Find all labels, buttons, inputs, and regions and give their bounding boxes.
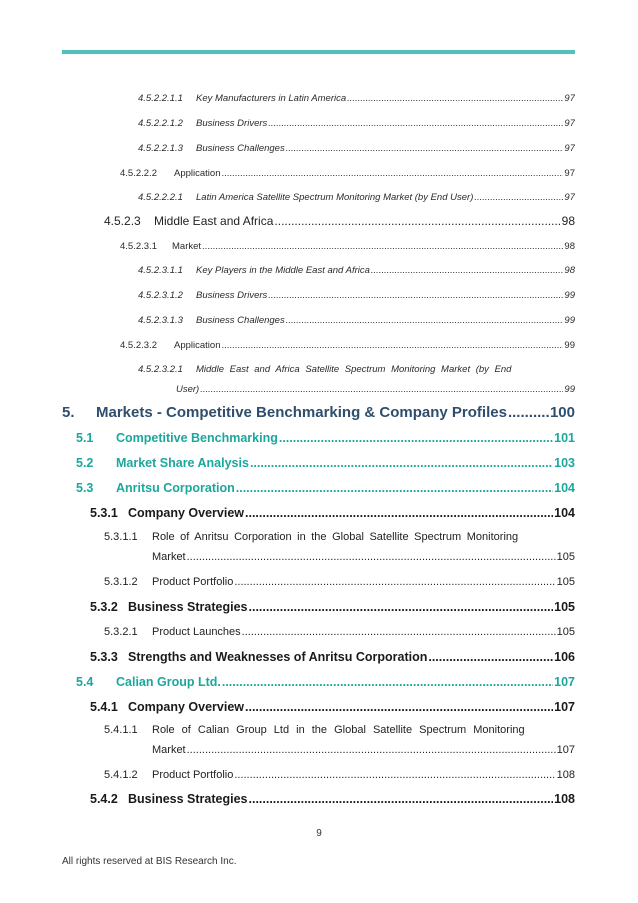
toc-leader [187, 551, 556, 563]
toc-title: Key Players in the Middle East and Africa [196, 265, 370, 276]
toc-number: 4.5.2.2.1.1 [138, 93, 183, 104]
toc-entry-line1[interactable] [104, 724, 525, 736]
toc-title: Company Overview [128, 700, 245, 714]
toc-page: 99 [564, 290, 575, 301]
toc-page: 99 [564, 315, 575, 326]
toc-entry[interactable] [152, 744, 575, 756]
header-accent-bar [62, 50, 575, 54]
toc-page: 107 [556, 744, 575, 756]
toc-entry-line1[interactable] [104, 531, 518, 543]
toc-entry[interactable] [152, 551, 575, 563]
toc-number: 4.5.2.2.1.3 [138, 143, 183, 154]
toc-entry[interactable] [138, 265, 575, 276]
toc-page: 107 [554, 700, 575, 714]
toc-title: User) [176, 384, 200, 395]
toc-leader [221, 340, 563, 351]
toc-title: Middle East and Africa Satellite Spectrum Monitoring Market (by End [196, 364, 512, 375]
toc-entry[interactable] [120, 168, 575, 179]
toc-page: 104 [554, 506, 575, 520]
toc-page: 105 [556, 576, 575, 588]
toc-number: 5.3.2 [90, 600, 118, 614]
toc-number: 5.2 [76, 456, 94, 470]
toc-section[interactable] [76, 431, 575, 445]
toc-entry[interactable] [138, 315, 575, 326]
toc-title: Application [174, 340, 221, 351]
toc-number: 5.1 [76, 431, 94, 445]
toc-leader [242, 626, 556, 638]
toc-leader [508, 404, 549, 421]
toc-leader [474, 192, 563, 203]
toc-section[interactable] [76, 675, 575, 689]
toc-number: 4.5.2.2.2 [120, 168, 157, 179]
toc-leader [428, 650, 553, 664]
toc-number: 4.5.2.3.1.1 [138, 265, 183, 276]
toc-leader [202, 241, 563, 252]
toc-page: 98 [564, 241, 575, 252]
toc-leader [268, 118, 563, 129]
toc-page: 97 [564, 93, 575, 104]
toc-leader [286, 143, 564, 154]
toc-leader [187, 744, 556, 756]
toc-number: 5.3.1 [90, 506, 118, 520]
toc-page: 105 [554, 600, 575, 614]
toc-number: 5.4.2 [90, 792, 118, 806]
toc-leader [234, 576, 555, 588]
toc-title: Business Drivers [196, 118, 268, 129]
toc-number: 4.5.2.3.2 [120, 340, 157, 351]
toc-leader [236, 481, 553, 495]
toc-title: Middle East and Africa [154, 214, 274, 228]
toc-page: 97 [564, 118, 575, 129]
toc-leader [245, 700, 553, 714]
toc-entry[interactable] [104, 769, 575, 781]
toc-number: 4.5.2.3 [104, 214, 141, 228]
toc-page: 103 [554, 456, 575, 470]
toc-subsection[interactable] [90, 506, 575, 520]
toc-entry[interactable] [104, 214, 575, 228]
toc-page: 108 [556, 769, 575, 781]
toc-subsection[interactable] [90, 700, 575, 714]
toc-page: 100 [549, 404, 575, 421]
toc-number: 4.5.2.3.1 [120, 241, 157, 252]
toc-page: 99 [564, 384, 575, 395]
toc-title: Business Challenges [196, 143, 285, 154]
toc-title: Company Overview [128, 506, 245, 520]
toc-leader [347, 93, 563, 104]
footer-copyright: All rights reserved at BIS Research Inc. [62, 856, 237, 867]
toc-page: 108 [554, 792, 575, 806]
toc-title: Market [152, 744, 186, 756]
toc-number: 5.3.2.1 [104, 626, 138, 638]
toc-title: Product Portfolio [152, 769, 234, 781]
toc-entry[interactable] [120, 340, 575, 351]
toc-title: Business Strategies [128, 600, 248, 614]
toc-title: Latin America Satellite Spectrum Monitoring Market (by End User) [196, 192, 474, 203]
toc-chapter[interactable] [62, 404, 575, 421]
toc-leader [234, 769, 555, 781]
toc-entry[interactable] [104, 626, 575, 638]
toc-entry[interactable] [138, 290, 575, 301]
toc-title: Role of Calian Group Ltd in the Global Satellite Spectrum Monitoring [152, 724, 525, 736]
toc-title: Product Portfolio [152, 576, 234, 588]
toc-number: 5.4.1.1 [104, 724, 138, 736]
toc-title: Key Manufacturers in Latin America [196, 93, 347, 104]
toc-leader [245, 506, 553, 520]
toc-title: Competitive Benchmarking [116, 431, 278, 445]
toc-number: 4.5.2.3.1.2 [138, 290, 183, 301]
toc-title: Business Drivers [196, 290, 268, 301]
toc-section[interactable] [76, 456, 575, 470]
toc-number: 4.5.2.3.2.1 [138, 364, 183, 375]
toc-number: 5.3.3 [90, 650, 118, 664]
toc-leader [371, 265, 564, 276]
toc-title: Business Challenges [196, 315, 285, 326]
toc-page: 97 [564, 192, 575, 203]
toc-title: Calian Group Ltd. [116, 675, 221, 689]
toc-number: 4.5.2.2.2.1 [138, 192, 183, 203]
toc-leader [200, 384, 563, 395]
toc-title: Market Share Analysis [116, 456, 249, 470]
toc-entry[interactable] [120, 241, 575, 252]
toc-subsection[interactable] [90, 650, 575, 664]
toc-subsection[interactable] [90, 600, 575, 614]
toc-leader [274, 214, 560, 228]
toc-entry[interactable] [138, 192, 575, 203]
toc-title: Markets - Competitive Benchmarking & Company Profiles [96, 404, 507, 421]
toc-page: 97 [564, 168, 575, 179]
toc-title: Application [174, 168, 221, 179]
toc-page: 99 [564, 340, 575, 351]
toc-page: 97 [564, 143, 575, 154]
toc-number: 4.5.2.2.1.2 [138, 118, 183, 129]
toc-section[interactable] [76, 481, 575, 495]
toc-page: 105 [556, 551, 575, 563]
toc-number: 5.3.1.2 [104, 576, 138, 588]
toc-leader [249, 792, 554, 806]
toc-entry[interactable] [176, 384, 575, 395]
toc-entry-line1[interactable] [138, 364, 511, 375]
toc-number: 5.4 [76, 675, 94, 689]
toc-leader [286, 315, 564, 326]
toc-number: 5.3 [76, 481, 94, 495]
toc-page: 98 [561, 214, 575, 228]
toc-number: 5.3.1.1 [104, 531, 138, 543]
toc-page: 105 [556, 626, 575, 638]
toc-page: 104 [554, 481, 575, 495]
toc-subsection[interactable] [90, 792, 575, 806]
toc-entry[interactable] [138, 143, 575, 154]
toc-number: 5.4.1.2 [104, 769, 138, 781]
toc-leader [249, 600, 554, 614]
toc-title: Business Strategies [128, 792, 248, 806]
toc-title: Anritsu Corporation [116, 481, 235, 495]
toc-page: 107 [554, 675, 575, 689]
toc-entry[interactable] [138, 118, 575, 129]
toc-page: 101 [554, 431, 575, 445]
toc-leader [279, 431, 553, 445]
toc-title: Strengths and Weaknesses of Anritsu Corporation [128, 650, 428, 664]
toc-entry[interactable] [138, 93, 575, 104]
toc-title: Market [172, 241, 202, 252]
toc-title: Role of Anritsu Corporation in the Global Satellite Spectrum Monitoring [152, 531, 519, 543]
toc-number: 5.4.1 [90, 700, 118, 714]
toc-leader [268, 290, 563, 301]
page-number: 9 [316, 828, 322, 839]
toc-leader [222, 675, 553, 689]
toc-title: Product Launches [152, 626, 241, 638]
toc-title: Market [152, 551, 186, 563]
toc-leader [250, 456, 553, 470]
toc-entry[interactable] [104, 576, 575, 588]
toc-number: 5. [62, 404, 75, 421]
toc-page: 98 [564, 265, 575, 276]
toc-number: 4.5.2.3.1.3 [138, 315, 183, 326]
toc-page: 106 [554, 650, 575, 664]
toc-leader [221, 168, 563, 179]
